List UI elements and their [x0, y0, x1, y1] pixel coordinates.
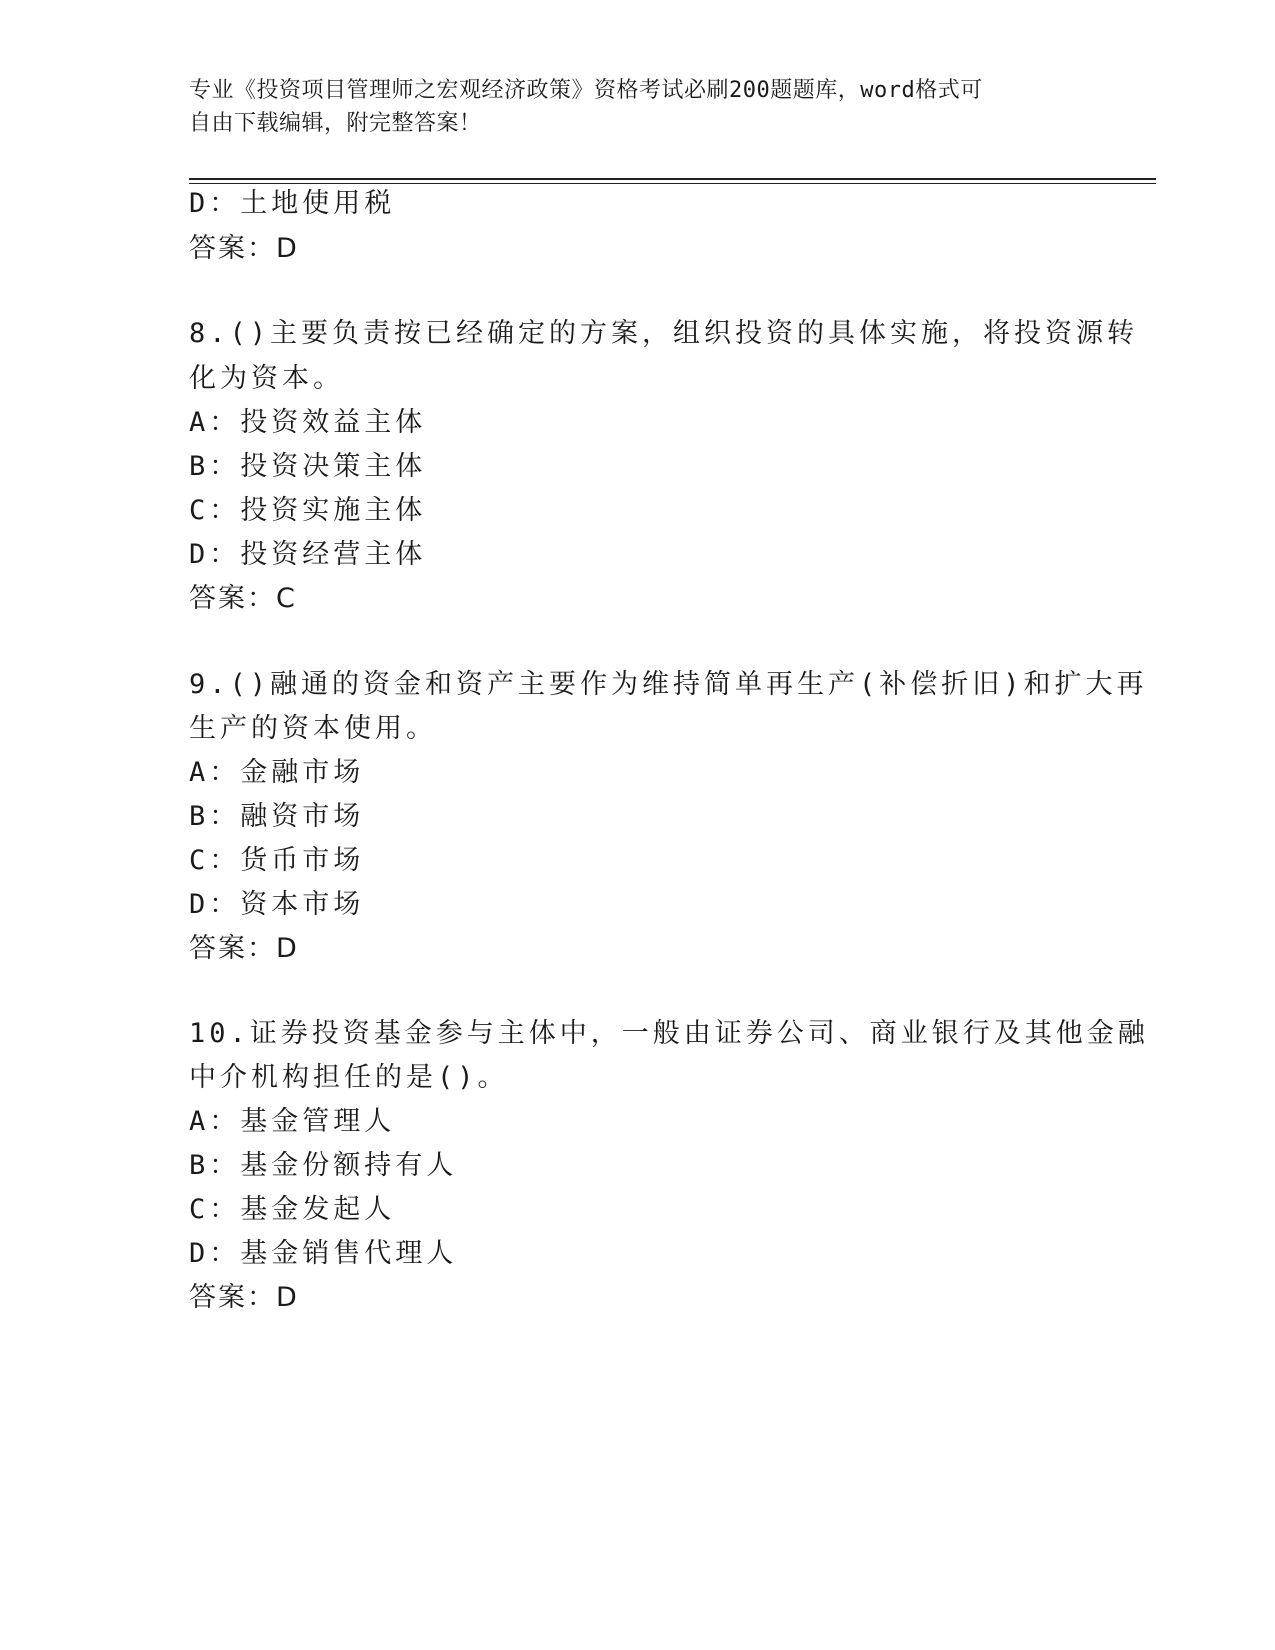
question-9-option-c: C：货币市场: [189, 845, 365, 876]
question-8-option-b: B：投资决策主体: [189, 451, 427, 482]
header-line-2: 自由下载编辑，附完整答案！: [189, 111, 482, 136]
question-8-stem-line-2: 化为资本。: [189, 363, 344, 394]
question-9-stem-line-2: 生产的资本使用。: [189, 713, 437, 744]
question-10-stem-line-2: 中介机构担任的是()。: [189, 1062, 509, 1093]
question-10-option-b: B：基金份额持有人: [189, 1150, 458, 1181]
question-10-option-c: C：基金发起人: [189, 1194, 396, 1225]
question-9-stem-line-1: 9.()融通的资金和资产主要作为维持简单再生产(补偿折旧)和扩大再: [189, 669, 1148, 700]
question-10-option-a: A：基金管理人: [189, 1106, 396, 1137]
question-9-answer: 答案：D: [189, 933, 299, 964]
question-10-option-d: D：基金销售代理人: [189, 1238, 458, 1269]
question-9-option-b: B：融资市场: [189, 801, 365, 832]
question-8-stem-line-1: 8.()主要负责按已经确定的方案，组织投资的具体实施，将投资源转: [189, 318, 1139, 349]
question-8-option-c: C：投资实施主体: [189, 495, 427, 526]
prev-question-answer: 答案：D: [189, 233, 299, 264]
header-line-1: 专业《投资项目管理师之宏观经济政策》资格考试必刷200题题库，word格式可: [189, 78, 983, 103]
question-9-option-d: D：资本市场: [189, 889, 365, 920]
prev-question-option-d: D：土地使用税: [189, 188, 396, 219]
question-10-answer: 答案：D: [189, 1282, 299, 1313]
question-8-option-d: D：投资经营主体: [189, 539, 427, 570]
document-header: [189, 74, 1089, 140]
header-divider-thick: [189, 178, 1156, 180]
question-8-option-a: A：投资效益主体: [189, 407, 427, 438]
question-9-option-a: A：金融市场: [189, 757, 365, 788]
question-10-stem-line-1: 10.证券投资基金参与主体中，一般由证券公司、商业银行及其他金融: [189, 1018, 1149, 1049]
question-8-answer: 答案：C: [189, 583, 297, 614]
